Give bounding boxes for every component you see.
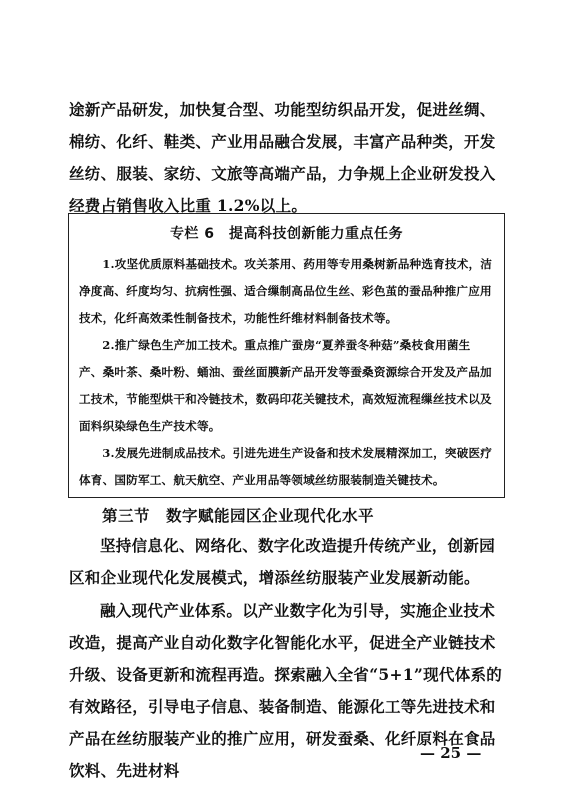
column-box-items	[69, 251, 504, 494]
column-box-item: 2.推广绿色生产加工技术。重点推广蚕房“夏养蚕冬种菇”桑枝食用菌生产、桑叶茶、桑叶粉、蛹油、蚕丝面膜新产品开发等蚕桑资源综合开发及产品加工技术，节能型烘干和冷链技术，数码印花关键技术，高效短流程缫丝技术以及面料织染绿色生产技术等。	[79, 338, 492, 433]
column-box-item: 3.发展先进制成品技术。引进先进生产设备和技术发展精深加工，突破医疗体育、国防军工、航天航空、产业用品等领域丝纺服装制造关键技术。	[79, 446, 493, 487]
paragraph-continuation: 途新产品研发，加快复合型、功能型纺织品开发，促进丝绸、棉纺、化纤、鞋类、产业用品融合发展，丰富产品种类，开发丝纺、服装、家纺、文旅等高端产品，力争规上企业研发投入经费占销售收入比重 1.2%以上。	[69, 100, 496, 215]
page-number: — 25 —	[420, 744, 482, 762]
paragraph-industry-system: 融入现代产业体系。以产业数字化为引导，实施企业技术改造，提高产业自动化数字化智能化水平，促进全产业链技术升级、设备更新和流程再造。探索融入全省“5+1”现代体系的有效路径，引导电子信息、装备制造、能源化工等先进技术和产品在丝纺服装产业的推广应用，研发蚕桑、化纤原料在食品饮料、先进材料	[69, 601, 503, 780]
column-box	[68, 213, 505, 498]
section-heading: 第三节 数字赋能园区企业现代化水平	[102, 507, 375, 525]
column-box-item: 1.攻坚优质原料基础技术。攻关茶用、药用等专用桑树新品种选育技术，洁净度高、纤度均匀、抗病性强、适合缫制高品位生丝、彩色茧的蚕品种推广应用技术，化纤高效柔性制备技术，功能性纤维材料制备技术等。	[79, 257, 493, 325]
paragraph-intro: 坚持信息化、网络化、数字化改造提升传统产业，创新园区和企业现代化发展模式，增添丝纺服装产业发展新动能。	[69, 536, 496, 587]
column-box-title: 专栏 6 提高科技创新能力重点任务	[169, 226, 404, 242]
